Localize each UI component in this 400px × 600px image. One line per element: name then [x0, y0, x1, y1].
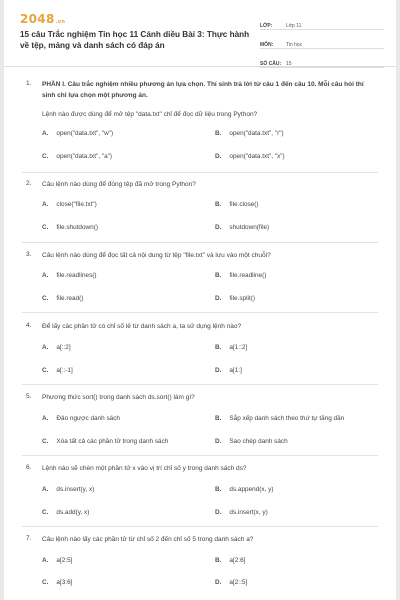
option-b[interactable]	[215, 201, 259, 208]
option-letter: B.	[215, 557, 222, 564]
option-text: a[1:]	[229, 367, 242, 374]
option-text: Đảo ngược danh sách	[56, 415, 120, 422]
question-divider	[22, 312, 378, 313]
site-logo[interactable]	[20, 12, 65, 26]
option-d[interactable]	[215, 579, 247, 586]
option-letter: A.	[42, 344, 49, 351]
question-text: Phương thức sort() trong danh sách ds.sort() làm gì?	[42, 394, 195, 401]
meta-key: LỚP:	[260, 23, 273, 29]
option-a[interactable]	[42, 272, 97, 279]
option-letter: A.	[42, 557, 49, 564]
question-number: 3.	[26, 251, 32, 258]
option-c[interactable]	[42, 438, 168, 445]
question-number: 5.	[26, 393, 32, 400]
meta-key: MÔN:	[260, 42, 274, 48]
option-letter: D.	[215, 438, 222, 445]
option-letter: D.	[215, 579, 222, 586]
option-text: a[3:6]	[56, 579, 73, 586]
option-text: a[1::2]	[229, 344, 248, 351]
question-divider	[22, 384, 378, 385]
option-d[interactable]	[215, 438, 288, 445]
option-letter: D.	[215, 153, 222, 160]
option-letter: B.	[215, 344, 222, 351]
option-text: file.shutdown()	[56, 224, 98, 231]
option-text: Sao chép danh sách	[229, 438, 288, 445]
section-intro	[42, 80, 372, 101]
option-b[interactable]	[215, 415, 344, 422]
meta-table	[260, 14, 384, 71]
page-title: 15 câu Trắc nghiệm Tin học 11 Cánh diều Bài 3: Thực hành về tệp, mảng và danh sách có đáp án	[20, 30, 250, 50]
option-a[interactable]	[42, 486, 94, 493]
question-number: 4.	[26, 322, 32, 329]
option-letter: B.	[215, 415, 222, 422]
option-letter: C.	[42, 367, 49, 374]
option-letter: A.	[42, 272, 49, 279]
meta-row-subject	[260, 33, 384, 49]
option-text: close("file.txt")	[56, 201, 97, 208]
option-text: Sắp xếp danh sách theo thứ tự tăng dần	[229, 415, 345, 422]
meta-row-grade	[260, 14, 384, 30]
option-text: file.readline()	[229, 272, 267, 279]
option-letter: D.	[215, 367, 222, 374]
option-a[interactable]	[42, 201, 97, 208]
option-letter: A.	[42, 415, 49, 422]
option-c[interactable]	[42, 509, 89, 516]
option-text: file.split()	[229, 295, 255, 302]
option-c[interactable]	[42, 367, 73, 374]
option-a[interactable]	[42, 415, 120, 422]
option-text: ds.add(y, x)	[56, 509, 90, 516]
option-text: a[2::5]	[229, 579, 248, 586]
option-text: ds.append(x, y)	[229, 486, 274, 493]
question-text: Lệnh nào sẽ chèn một phần tử x vào vị trí chỉ số y trong danh sách ds?	[42, 465, 247, 472]
option-a[interactable]	[42, 557, 72, 564]
option-text: shutdown(file)	[229, 224, 270, 231]
option-d[interactable]	[215, 367, 242, 374]
question-divider	[22, 242, 378, 243]
document-page	[4, 0, 396, 600]
option-letter: C.	[42, 509, 49, 516]
document-header	[4, 0, 396, 67]
logo-suffix: .vn	[55, 19, 66, 25]
option-text: ds.insert(y, x)	[56, 486, 95, 493]
option-letter: C.	[42, 438, 49, 445]
section-intro-text: PHẦN I. Câu trắc nghiệm nhiều phương án lựa chọn. Thí sinh trả lời từ câu 1 đến câu 10. Mỗi câu hỏi thí sinh chỉ lựa chọn một phương án.	[42, 81, 364, 99]
header-divider	[4, 66, 396, 67]
option-text: a[::-1]	[56, 367, 73, 374]
option-text: a[2:5]	[56, 557, 73, 564]
option-text: a[2:6]	[229, 557, 246, 564]
option-d[interactable]	[215, 153, 285, 160]
option-b[interactable]	[215, 486, 273, 493]
question-divider	[22, 172, 378, 173]
question-number: 6.	[26, 464, 32, 471]
question-text: Câu lệnh nào dùng để đóng tệp đã mở trong Python?	[42, 181, 196, 188]
option-letter: D.	[215, 224, 222, 231]
option-letter: C.	[42, 153, 49, 160]
option-b[interactable]	[215, 344, 247, 351]
option-d[interactable]	[215, 509, 268, 516]
question-divider	[22, 455, 378, 456]
option-text: file.read()	[56, 295, 84, 302]
option-letter: B.	[215, 486, 222, 493]
option-text: ds.insert(x, y)	[229, 509, 268, 516]
option-d[interactable]	[215, 295, 255, 302]
meta-value: 15	[286, 61, 292, 67]
question-text: Lệnh nào được dùng để mở tệp "data.txt" chỉ để đọc dữ liệu trong Python?	[42, 111, 258, 118]
option-text: a[::2]	[56, 344, 71, 351]
question-number: 2.	[26, 180, 32, 187]
option-text: open("data.txt", "w")	[56, 130, 114, 137]
option-letter: C.	[42, 224, 49, 231]
option-c[interactable]	[42, 224, 98, 231]
logo-text: 2048	[20, 12, 55, 26]
option-d[interactable]	[215, 224, 269, 231]
option-b[interactable]	[215, 130, 284, 137]
option-text: open("data.txt", "a")	[56, 153, 113, 160]
meta-value: Tin học	[286, 42, 303, 48]
question-text: Câu lệnh nào lấy các phần tử từ chỉ số 2 đến chỉ số 5 trong danh sách a?	[42, 536, 254, 543]
option-letter: D.	[215, 509, 222, 516]
question-divider	[22, 526, 378, 527]
option-c[interactable]	[42, 579, 72, 586]
meta-key: SỐ CÂU:	[260, 61, 282, 67]
option-text: open("data.txt", "r")	[229, 130, 284, 137]
option-letter: B.	[215, 130, 222, 137]
meta-value: Lớp 11	[286, 23, 302, 29]
option-letter: C.	[42, 295, 49, 302]
option-c[interactable]	[42, 295, 83, 302]
option-text: file.close()	[229, 201, 259, 208]
option-b[interactable]	[215, 557, 245, 564]
option-text: Xóa tất cả các phần tử trong danh sách	[56, 438, 169, 445]
option-letter: A.	[42, 130, 49, 137]
question-number: 1.	[26, 80, 32, 87]
question-number: 7.	[26, 535, 32, 542]
option-text: file.readlines()	[56, 272, 97, 279]
question-text: Câu lệnh nào dùng để đọc tất cả nội dung từ tệp "file.txt" và lưu vào một chuỗi?	[42, 252, 271, 259]
option-letter: A.	[42, 201, 49, 208]
option-text: open("data.txt", "x")	[229, 153, 285, 160]
option-letter: C.	[42, 579, 49, 586]
option-b[interactable]	[215, 272, 266, 279]
question-text: Để lấy các phần tử có chỉ số lẻ từ danh sách a, ta sử dụng lệnh nào?	[42, 323, 242, 330]
option-a[interactable]	[42, 130, 113, 137]
option-letter: D.	[215, 295, 222, 302]
option-c[interactable]	[42, 153, 112, 160]
option-letter: A.	[42, 486, 49, 493]
option-a[interactable]	[42, 344, 71, 351]
option-letter: B.	[215, 201, 222, 208]
option-letter: B.	[215, 272, 222, 279]
